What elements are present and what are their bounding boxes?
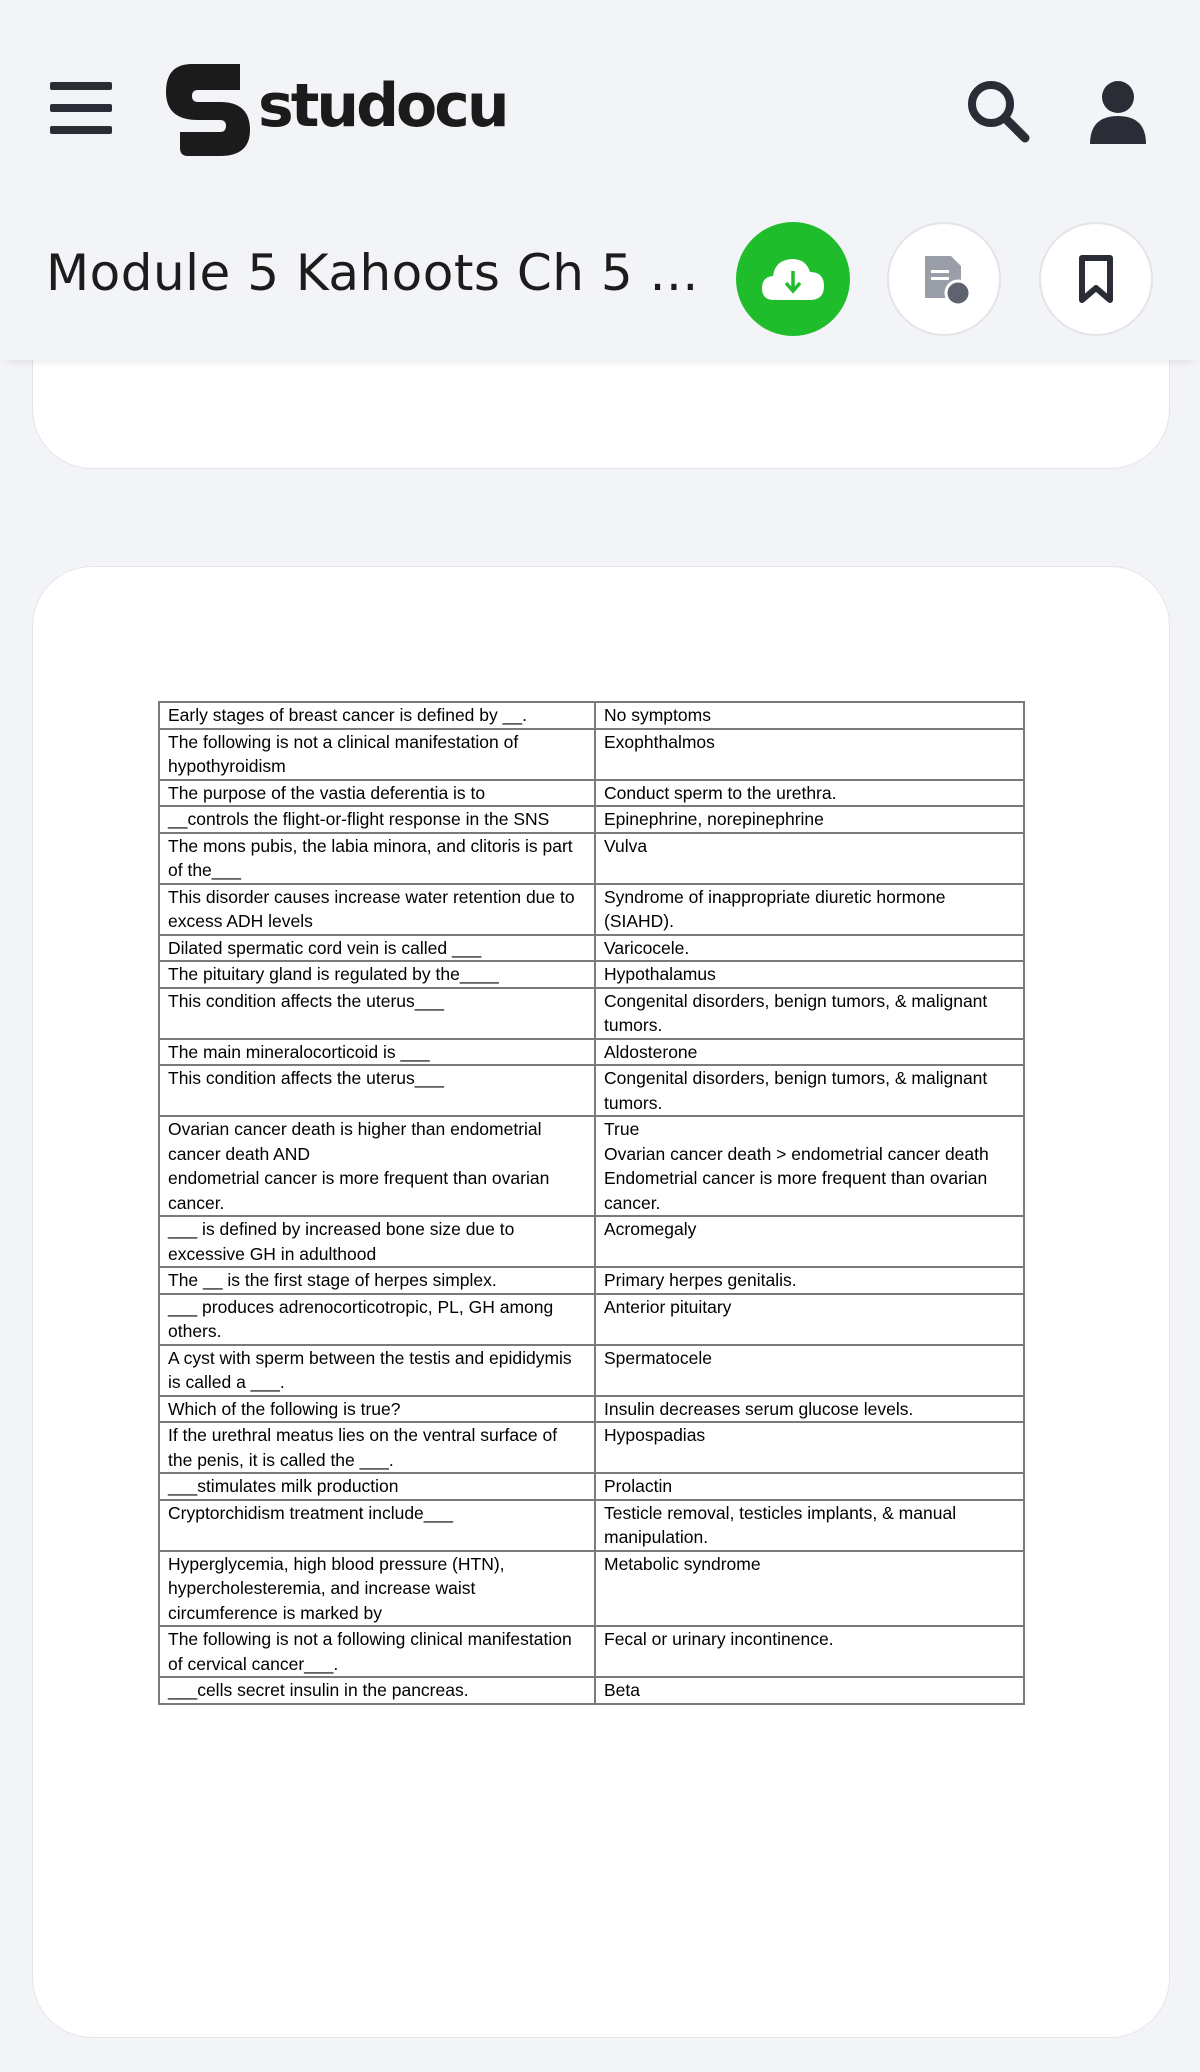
question-cell: Cryptorchidism treatment include___ bbox=[159, 1500, 595, 1551]
table-row bbox=[159, 1396, 1024, 1423]
answer-cell: Congenital disorders, benign tumors, & malignant tumors. bbox=[595, 988, 1024, 1039]
answer-cell: No symptoms bbox=[595, 702, 1024, 729]
hamburger-menu-icon[interactable] bbox=[50, 82, 112, 134]
answer-cell: Testicle removal, testicles implants, & manual manipulation. bbox=[595, 1500, 1024, 1551]
table-row bbox=[159, 1039, 1024, 1066]
question-cell: ___ is defined by increased bone size due to excessive GH in adulthood bbox=[159, 1216, 595, 1267]
table-row bbox=[159, 1267, 1024, 1294]
table-row bbox=[159, 806, 1024, 833]
question-cell: The pituitary gland is regulated by the____ bbox=[159, 961, 595, 988]
table-row bbox=[159, 1677, 1024, 1704]
table-row bbox=[159, 729, 1024, 780]
table-row bbox=[159, 961, 1024, 988]
question-cell: Hyperglycemia, high blood pressure (HTN), hypercholesteremia, and increase waist circumference is marked by bbox=[159, 1551, 595, 1627]
studocu-logo-mark-icon bbox=[162, 62, 252, 158]
document-summary-icon bbox=[917, 252, 971, 306]
question-cell: This disorder causes increase water retention due to excess ADH levels bbox=[159, 884, 595, 935]
answer-cell: Primary herpes genitalis. bbox=[595, 1267, 1024, 1294]
question-cell: ___ produces adrenocorticotropic, PL, GH among others. bbox=[159, 1294, 595, 1345]
table-row bbox=[159, 780, 1024, 807]
answer-cell: Conduct sperm to the urethra. bbox=[595, 780, 1024, 807]
answer-cell: Hypothalamus bbox=[595, 961, 1024, 988]
table-row bbox=[159, 1216, 1024, 1267]
answer-cell: Epinephrine, norepinephrine bbox=[595, 806, 1024, 833]
top-navigation-bar bbox=[0, 0, 1200, 210]
table-row bbox=[159, 833, 1024, 884]
table-row bbox=[159, 988, 1024, 1039]
table-row bbox=[159, 935, 1024, 962]
answer-cell: Hypospadias bbox=[595, 1422, 1024, 1473]
question-cell: If the urethral meatus lies on the ventral surface of the penis, it is called the ___. bbox=[159, 1422, 595, 1473]
question-cell: This condition affects the uterus___ bbox=[159, 1065, 595, 1116]
answer-cell: True Ovarian cancer death > endometrial cancer death Endometrial cancer is more frequent than ovarian cancer. bbox=[595, 1116, 1024, 1216]
search-icon[interactable] bbox=[965, 78, 1031, 144]
question-cell: The purpose of the vastia deferentia is to bbox=[159, 780, 595, 807]
user-account-icon[interactable] bbox=[1088, 80, 1148, 144]
table-row bbox=[159, 884, 1024, 935]
question-cell: This condition affects the uterus___ bbox=[159, 988, 595, 1039]
brand-name: studocu bbox=[258, 71, 507, 141]
answer-cell: Congenital disorders, benign tumors, & malignant tumors. bbox=[595, 1065, 1024, 1116]
document-page bbox=[32, 566, 1170, 2038]
answer-cell: Varicocele. bbox=[595, 935, 1024, 962]
question-cell: The following is not a clinical manifestation of hypothyroidism bbox=[159, 729, 595, 780]
answer-cell: Fecal or urinary incontinence. bbox=[595, 1626, 1024, 1677]
question-cell: Dilated spermatic cord vein is called ___ bbox=[159, 935, 595, 962]
answer-cell: Syndrome of inappropriate diuretic hormone (SIAHD). bbox=[595, 884, 1024, 935]
answer-cell: Anterior pituitary bbox=[595, 1294, 1024, 1345]
question-cell: A cyst with sperm between the testis and epididymis is called a ___. bbox=[159, 1345, 595, 1396]
question-cell: ___cells secret insulin in the pancreas. bbox=[159, 1677, 595, 1704]
table-row bbox=[159, 1551, 1024, 1627]
answer-cell: Metabolic syndrome bbox=[595, 1551, 1024, 1627]
cloud-download-icon bbox=[760, 256, 826, 302]
document-title: Module 5 Kahoots Ch 5 ... bbox=[46, 244, 699, 302]
table-row bbox=[159, 1116, 1024, 1216]
bookmark-icon bbox=[1076, 254, 1116, 304]
table-row bbox=[159, 1473, 1024, 1500]
answer-cell: Aldosterone bbox=[595, 1039, 1024, 1066]
answer-cell: Insulin decreases serum glucose levels. bbox=[595, 1396, 1024, 1423]
question-cell: The __ is the first stage of herpes simplex. bbox=[159, 1267, 595, 1294]
table-row bbox=[159, 1294, 1024, 1345]
answer-cell: Vulva bbox=[595, 833, 1024, 884]
question-cell: __controls the flight-or-flight response in the SNS bbox=[159, 806, 595, 833]
question-cell: Which of the following is true? bbox=[159, 1396, 595, 1423]
table-row bbox=[159, 1500, 1024, 1551]
question-cell: The mons pubis, the labia minora, and clitoris is part of the___ bbox=[159, 833, 595, 884]
answer-cell: Prolactin bbox=[595, 1473, 1024, 1500]
answer-cell: Spermatocele bbox=[595, 1345, 1024, 1396]
ai-summary-button[interactable] bbox=[887, 222, 1001, 336]
download-button[interactable] bbox=[736, 222, 850, 336]
table-row bbox=[159, 702, 1024, 729]
answer-cell: Beta bbox=[595, 1677, 1024, 1704]
bookmark-button[interactable] bbox=[1039, 222, 1153, 336]
answer-cell: Acromegaly bbox=[595, 1216, 1024, 1267]
table-row bbox=[159, 1422, 1024, 1473]
studocu-logo[interactable] bbox=[162, 62, 507, 158]
question-cell: The main mineralocorticoid is ___ bbox=[159, 1039, 595, 1066]
table-row bbox=[159, 1065, 1024, 1116]
question-cell: Early stages of breast cancer is defined by __. bbox=[159, 702, 595, 729]
question-answer-table bbox=[158, 701, 1025, 1705]
question-cell: The following is not a following clinical manifestation of cervical cancer___. bbox=[159, 1626, 595, 1677]
answer-cell: Exophthalmos bbox=[595, 729, 1024, 780]
table-row bbox=[159, 1345, 1024, 1396]
table-row bbox=[159, 1626, 1024, 1677]
question-cell: ___stimulates milk production bbox=[159, 1473, 595, 1500]
question-cell: Ovarian cancer death is higher than endometrial cancer death AND endometrial cancer is more frequent than ovarian cancer. bbox=[159, 1116, 595, 1216]
